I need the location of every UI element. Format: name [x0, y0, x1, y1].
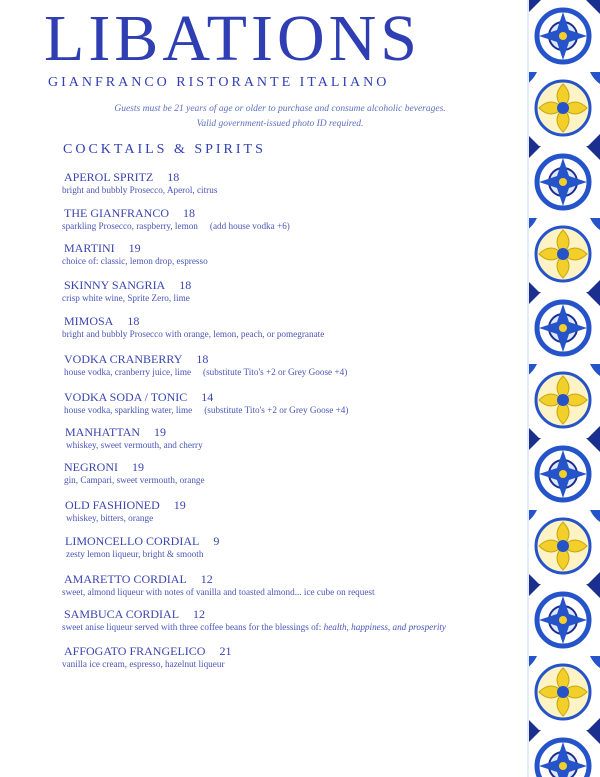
item-desc: bright and bubbly Prosecco, Aperol, citrus [62, 185, 218, 195]
age-notice-line1: Guests must be 21 years of age or older to purchase and consume alcoholic beverages. [114, 104, 446, 114]
item-name: MIMOSA [64, 314, 114, 328]
age-notice [60, 102, 500, 132]
item-desc: choice of: classic, lemon drop, espresso [62, 256, 208, 266]
menu-item [0, 241, 527, 267]
item-name: OLD FASHIONED [65, 498, 160, 512]
item-desc: crisp white wine, Sprite Zero, lime [62, 293, 190, 303]
menu-item [0, 278, 527, 304]
item-price: 19 [173, 498, 186, 512]
majolica-tile-border [527, 0, 600, 777]
item-desc: whiskey, sweet vermouth, and cherry [66, 440, 203, 450]
item-name: MARTINI [64, 241, 115, 255]
item-name: AMARETTO CORDIAL [64, 572, 187, 586]
menu-item [0, 170, 527, 196]
item-desc: bright and bubbly Prosecco with orange, lemon, peach, or pomegranate [62, 329, 325, 339]
item-name: MANHATTAN [65, 425, 141, 439]
item-desc: whiskey, bitters, orange [66, 513, 154, 523]
item-desc: sweet, almond liqueur with notes of vanilla and toasted almond... ice cube on request [62, 587, 375, 597]
item-price: 9 [213, 534, 220, 548]
menu-item [0, 390, 527, 416]
menu-item [0, 425, 527, 451]
menu-item [0, 314, 527, 340]
item-price: 19 [154, 425, 167, 439]
item-price: 18 [196, 352, 209, 366]
item-price: 18 [127, 314, 140, 328]
menu-item [0, 572, 527, 598]
section-title: COCKTAILS & SPIRITS [63, 142, 266, 157]
item-price: 12 [193, 607, 206, 621]
item-price: 14 [201, 390, 214, 404]
item-extra: (substitute Tito's +2 or Grey Goose +4) [204, 405, 349, 415]
item-name: THE GIANFRANCO [64, 206, 169, 220]
item-extra: health, happiness, and prosperity [323, 622, 447, 632]
item-desc: house vodka, sparkling water, lime [64, 405, 193, 415]
restaurant-name: GIANFRANCO RISTORANTE ITALIANO [48, 75, 390, 90]
item-desc: sweet anise liqueur served with three coffee beans for the blessings of: [62, 622, 322, 632]
item-desc: zesty lemon liqueur, bright & smooth [66, 549, 204, 559]
item-price: 21 [219, 644, 232, 658]
age-notice-line2: Valid government-issued photo ID required. [196, 119, 364, 129]
item-name: NEGRONI [64, 460, 118, 474]
item-desc: house vodka, cranberry juice, lime [64, 367, 192, 377]
tile-pattern-icon [527, 0, 600, 777]
menu-item [0, 607, 527, 633]
item-name: VODKA SODA / TONIC [64, 390, 188, 404]
item-name: SAMBUCA CORDIAL [64, 607, 180, 621]
item-price: 18 [167, 170, 180, 184]
page-title: LIBATIONS [44, 2, 421, 75]
item-name: LIMONCELLO CORDIAL [65, 534, 200, 548]
item-price: 19 [132, 460, 144, 474]
item-desc: sparkling Prosecco, raspberry, lemon [62, 221, 198, 231]
item-price: 18 [179, 278, 192, 292]
item-desc: vanilla ice cream, espresso, hazelnut liqueur [62, 659, 225, 669]
item-name: AFFOGATO FRANGELICO [64, 644, 206, 658]
item-extra: (add house vodka +6) [209, 221, 290, 231]
item-price: 18 [183, 206, 195, 220]
item-name: APEROL SPRITZ [64, 170, 154, 184]
item-name: SKINNY SANGRIA [64, 278, 166, 292]
item-desc: gin, Campari, sweet vermouth, orange [64, 475, 205, 485]
menu-item [0, 644, 527, 670]
menu-item [0, 206, 527, 232]
item-extra: (substitute Tito's +2 or Grey Goose +4) [203, 367, 348, 377]
menu-item [0, 352, 527, 378]
menu-item [0, 460, 527, 486]
item-price: 12 [200, 572, 213, 586]
item-name: VODKA CRANBERRY [64, 352, 183, 366]
item-price: 19 [128, 241, 141, 255]
menu-item [0, 498, 527, 524]
menu-item [0, 534, 527, 560]
